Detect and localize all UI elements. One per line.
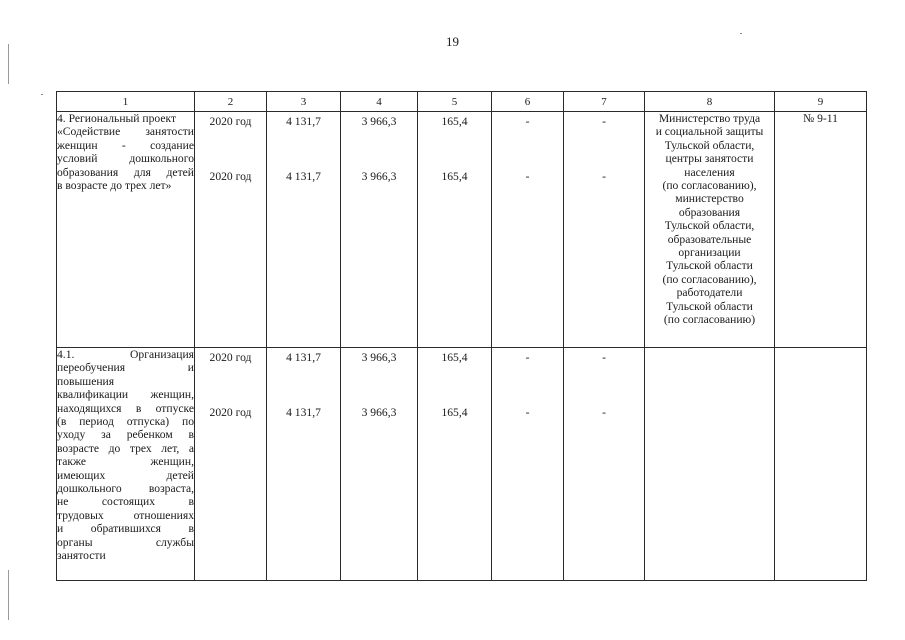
text-line: трудовых отношениях <box>57 508 194 522</box>
total-value: 4 131,7 <box>286 115 321 128</box>
text-line: в возрасте до трех лет» <box>57 179 172 193</box>
text-line: работодатели <box>676 286 743 300</box>
text-line: и социальной защиты <box>655 125 764 139</box>
executors-cell <box>645 348 775 581</box>
col7-value: - <box>602 406 606 420</box>
text-line: также женщин, <box>57 455 194 469</box>
year-cell <box>195 348 267 581</box>
text-line: центры занятости <box>665 152 754 166</box>
year-value: 2020 год <box>209 115 252 128</box>
year-cell <box>195 112 267 348</box>
text-line: образования <box>678 205 741 219</box>
col5-cell <box>418 348 492 581</box>
text-line: «Содействие занятости <box>57 125 194 139</box>
table-header-row <box>57 92 867 112</box>
text-line: организации <box>678 246 741 260</box>
header-cell: 9 <box>775 92 867 112</box>
text-line: переобучения и <box>57 361 194 375</box>
col6-cell <box>492 112 564 348</box>
text-line: Тульской области <box>666 299 753 313</box>
table-row <box>57 348 867 581</box>
text-line: уходу за ребенком в <box>57 428 194 442</box>
text-line: (по согласованию), <box>662 179 757 193</box>
scan-margin-mark <box>8 44 9 84</box>
text-line: (по согласованию) <box>663 313 756 327</box>
text-line: 4.1. Организация <box>57 348 194 361</box>
text-line: органы службы <box>57 535 194 549</box>
text-line: условий дошкольного <box>57 152 194 166</box>
header-cell: 2 <box>195 92 267 112</box>
header-cell: 3 <box>267 92 341 112</box>
text-line: Тульской области <box>666 259 753 273</box>
col5-value: 165,4 <box>441 406 468 420</box>
text-line: и обратившихся в <box>57 522 194 536</box>
text-line: квалификации женщин, <box>57 388 194 402</box>
activity-name-cell <box>57 348 195 581</box>
text-line: образовательные <box>667 232 752 246</box>
col6-cell <box>492 348 564 581</box>
header-cell: 8 <box>645 92 775 112</box>
col7-value: - <box>602 115 606 128</box>
text-line: дошкольного возраста, <box>57 482 194 496</box>
text-line: Тульской области, <box>664 219 755 233</box>
header-cell: 7 <box>564 92 645 112</box>
col6-value: - <box>525 170 530 184</box>
text-line: возрасте до трех лет, а <box>57 441 194 455</box>
total-value: 4 131,7 <box>286 351 321 364</box>
text-line: не состоящих в <box>57 495 194 509</box>
header-cell: 4 <box>341 92 418 112</box>
text-line: 4. Региональный проект <box>57 112 177 125</box>
col6-value: - <box>525 351 530 364</box>
col7-cell <box>564 112 645 348</box>
page-number: 19 <box>446 34 459 49</box>
scan-speck <box>41 94 43 95</box>
total-cell <box>267 348 341 581</box>
text-line: Тульской области, <box>664 138 755 152</box>
text-line: образования для детей <box>57 165 194 179</box>
col4-cell <box>341 348 418 581</box>
col5-value: 165,4 <box>441 170 468 184</box>
table-row <box>57 112 867 348</box>
text-line: женщин - создание <box>57 138 194 152</box>
text-line: Министерство труда <box>658 112 761 125</box>
header-cell: 5 <box>418 92 492 112</box>
scan-margin-mark <box>8 570 9 620</box>
col5-cell <box>418 112 492 348</box>
col4-value: 3 966,3 <box>361 170 397 184</box>
text-line: занятости <box>57 549 106 563</box>
col7-value: - <box>602 170 606 184</box>
executors-cell <box>645 112 775 348</box>
total-value: 4 131,7 <box>286 406 321 420</box>
year-value: 2020 год <box>209 406 252 420</box>
text-line: находящихся в отпуске <box>57 401 194 415</box>
text-line: министерство <box>675 192 744 206</box>
activity-name-cell <box>57 112 195 348</box>
header-cell: 1 <box>57 92 195 112</box>
col4-value: 3 966,3 <box>361 406 397 420</box>
col7-cell <box>564 348 645 581</box>
year-value: 2020 год <box>209 351 252 364</box>
col4-value: 3 966,3 <box>361 351 397 364</box>
program-table <box>56 91 867 581</box>
col5-value: 165,4 <box>441 115 468 128</box>
col4-value: 3 966,3 <box>361 115 397 128</box>
header-cell: 6 <box>492 92 564 112</box>
indicator-cell <box>775 348 867 581</box>
text-line: имеющих детей <box>57 468 194 482</box>
total-value: 4 131,7 <box>286 170 321 184</box>
text-line: (по согласованию), <box>662 272 757 286</box>
col5-value: 165,4 <box>441 351 468 364</box>
indicator-cell: № 9-11 <box>775 112 867 348</box>
col4-cell <box>341 112 418 348</box>
text-line: повышения <box>57 374 115 388</box>
total-cell <box>267 112 341 348</box>
text-line: населения <box>684 165 735 179</box>
col6-value: - <box>525 406 530 420</box>
col6-value: - <box>525 115 530 128</box>
col7-value: - <box>602 351 606 364</box>
text-line: (в период отпуска) по <box>57 415 194 429</box>
year-value: 2020 год <box>209 170 252 184</box>
